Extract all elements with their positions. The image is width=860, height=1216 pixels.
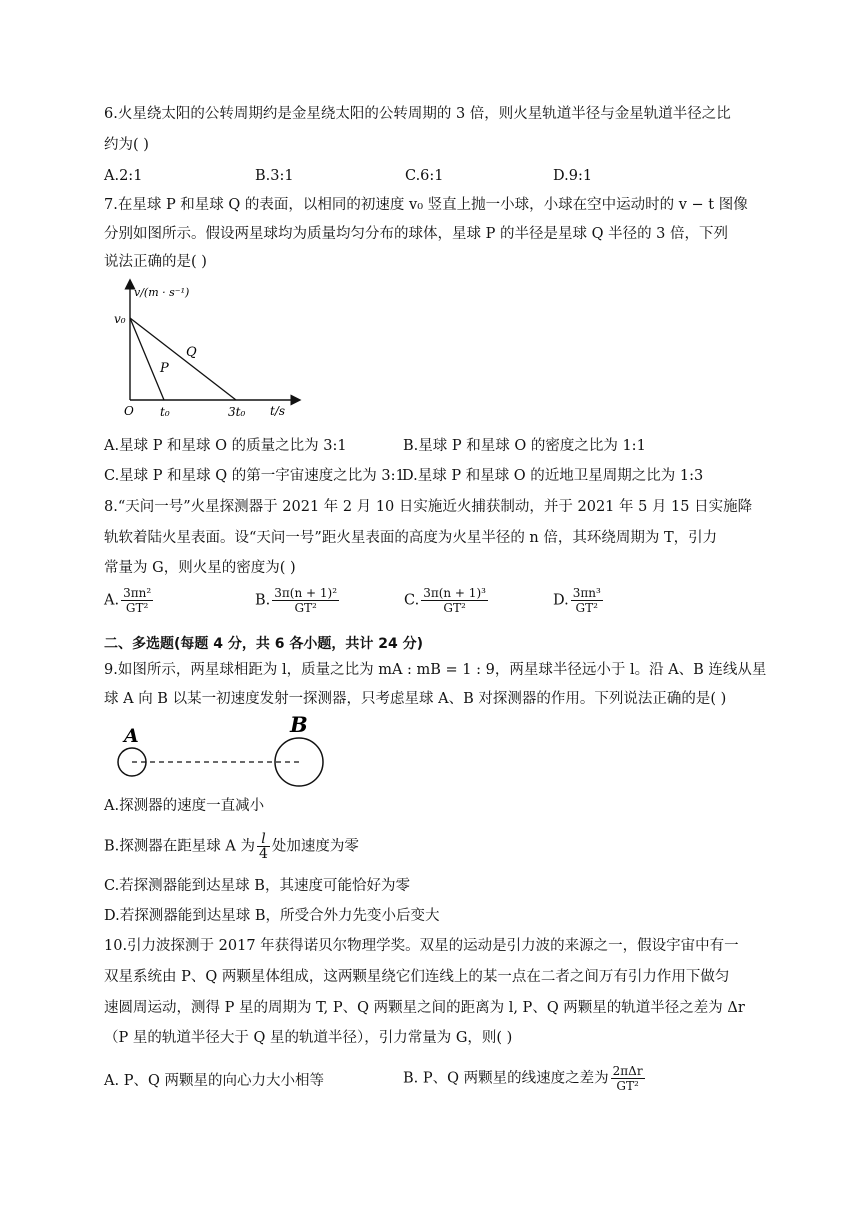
q7-p-label: P [160, 361, 169, 376]
q7-q-label: Q [186, 345, 197, 360]
q9-option-b-prefix: B.探测器在距星球 A 为 [104, 838, 255, 855]
q8-option-a-label: A. [104, 592, 120, 609]
q8-stem-line3: 常量为 G，则火星的密度为( ) [104, 560, 296, 576]
q9-label-b: B [290, 712, 308, 737]
q7-origin-label: O [124, 404, 134, 418]
q8-option-d-numerator: 3πn³ [572, 586, 601, 600]
q10-stem-line4: （P 星的轨道半径大于 Q 星的轨道半径），引力常量为 G，则( ) [104, 1030, 513, 1046]
q8-option-d [553, 586, 605, 615]
q8-option-b [255, 586, 341, 615]
q7-stem-line1: 7.在星球 P 和星球 Q 的表面，以相同的初速度 v₀ 竖直上抛一小球，小球在空中运动时的 v − t 图像 [104, 197, 748, 213]
q8-option-a-fraction [121, 586, 153, 615]
q8-option-b-fraction [272, 586, 339, 615]
q10-option-b-fraction [611, 1064, 645, 1093]
q6-option-c: C.6:1 [405, 168, 444, 184]
q9-option-d: D.若探测器能到达星球 B，所受合外力先变小后变大 [104, 908, 440, 924]
q7-option-c: C.星球 P 和星球 Q 的第一宇宙速度之比为 3:1 [104, 468, 405, 484]
q9-option-b [104, 832, 359, 861]
q8-option-a-denominator: GT² [125, 601, 149, 615]
q9-option-b-numerator: l [257, 832, 270, 847]
q8-option-b-numerator: 3π(n + 1)² [274, 586, 338, 600]
q8-option-c-denominator: GT² [443, 601, 466, 615]
q8-option-a-numerator: 3πn² [123, 586, 152, 600]
q8-option-d-fraction [571, 586, 603, 615]
q9-option-b-fraction [257, 832, 270, 861]
q6-option-d: D.9:1 [553, 168, 593, 184]
q8-option-b-denominator: GT² [294, 601, 317, 615]
q8-option-c-fraction [421, 586, 488, 615]
q7-option-d: D.星球 P 和星球 O 的近地卫星周期之比为 1:3 [402, 468, 704, 484]
q6-stem-line1: 6.火星绕太阳的公转周期约是金星绕太阳的公转周期的 3 倍，则火星轨道半径与金星轨道半径之比 [104, 106, 731, 122]
q7-vt-graph [108, 278, 308, 423]
q7-option-b: B.星球 P 和星球 O 的密度之比为 1:1 [403, 438, 646, 454]
q7-option-a: A.星球 P 和星球 O 的质量之比为 3:1 [104, 438, 347, 454]
q10-stem-line1: 10.引力波探测于 2017 年获得诺贝尔物理学奖。双星的运动是引力波的来源之一，假设宇宙中有一 [104, 938, 739, 954]
section-heading-multiple-choice: 二、多选题(每题 4 分，共 6 各小题，共计 24 分) [104, 636, 424, 652]
q8-option-a [104, 586, 155, 615]
q7-line-p [130, 318, 164, 400]
q7-3t0-label: 3t₀ [228, 405, 246, 419]
q10-option-b-prefix: B. P、Q 两颗星的线速度之差为 [403, 1070, 609, 1087]
q7-v0-label: v₀ [114, 312, 126, 326]
q7-stem-line3: 说法正确的是( ) [104, 254, 207, 270]
q7-t0-label: t₀ [160, 405, 170, 419]
q7-x-label: t/s [270, 404, 286, 418]
q8-option-c [404, 586, 490, 615]
q9-option-a: A.探测器的速度一直减小 [104, 798, 265, 814]
q7-line-q [130, 318, 236, 400]
q9-stem-line1: 9.如图所示，两星球相距为 l，质量之比为 mA : mB = 1 : 9，两星球半径远小于 l。沿 A、B 连线从星 [104, 662, 767, 678]
q8-option-d-denominator: GT² [575, 601, 598, 615]
q9-option-c: C.若探测器能到达星球 B，其速度可能恰好为零 [104, 878, 410, 894]
q6-stem-line2: 约为( ) [104, 137, 149, 153]
q10-option-a: A. P、Q 两颗星的向心力大小相等 [104, 1073, 324, 1089]
q10-option-b-numerator: 2πΔr [612, 1064, 643, 1078]
q8-option-c-numerator: 3π(n + 1)³ [423, 586, 486, 600]
q9-label-a: A [124, 725, 139, 747]
q7-stem-line2: 分别如图所示。假设两星球均为质量均匀分布的球体，星球 P 的半径是星球 Q 半径的 3 倍，下列 [104, 226, 729, 242]
q9-option-b-suffix: 处加速度为零 [271, 838, 359, 855]
q9-figure [110, 712, 350, 792]
q6-option-b: B.3:1 [255, 168, 294, 184]
q9-stem-line2: 球 A 向 B 以某一初速度发射一探测器，只考虑星球 A、B 对探测器的作用。下列说法正确的是( ) [104, 691, 727, 707]
q8-option-c-label: C. [404, 592, 420, 609]
q8-option-d-label: D. [553, 592, 569, 609]
q10-option-b [403, 1064, 647, 1093]
q10-option-b-denominator: GT² [616, 1079, 639, 1093]
q10-stem-line3: 速圆周运动，测得 P 星的周期为 T, P、Q 两颗星之间的距离为 l, P、Q 两颗星的轨道半径之差为 Δr [104, 1000, 745, 1016]
q6-option-a: A.2:1 [104, 168, 143, 184]
q10-stem-line2: 双星系统由 P、Q 两颗星体组成，这两颗星绕它们连线上的某一点在二者之间万有引力作用下做匀 [104, 969, 730, 985]
q7-y-label: v/(m · s⁻¹) [134, 286, 190, 299]
q8-stem-line2: 轨软着陆火星表面。设“天问一号”距火星表面的高度为火星半径的 n 倍，其环绕周期为 T，引力 [104, 530, 718, 546]
q8-option-b-label: B. [255, 592, 271, 609]
q9-option-b-denominator: 4 [258, 846, 268, 862]
q8-stem-line1: 8.“天问一号”火星探测器于 2021 年 2 月 10 日实施近火捕获制动，并于 2021 年 5 月 15 日实施降 [104, 499, 753, 515]
